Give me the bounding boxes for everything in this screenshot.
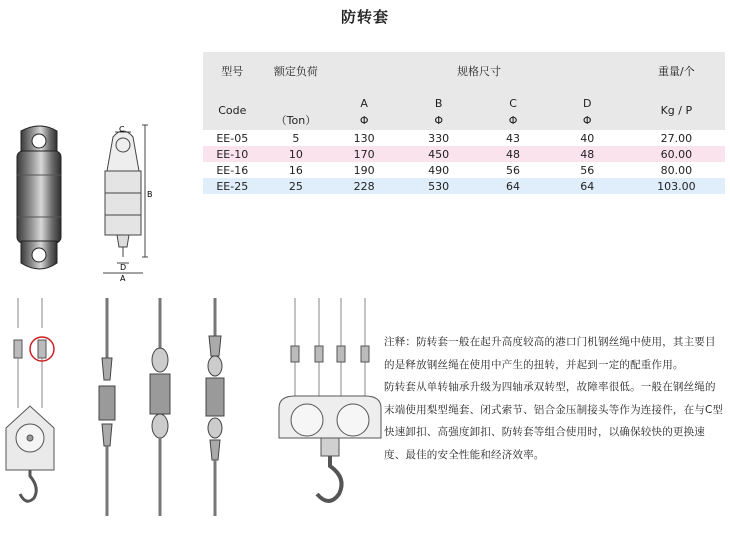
header-weight-unit: Kg / P (628, 90, 725, 130)
cell-kg: 80.00 (660, 163, 693, 177)
header-code: Code (203, 90, 262, 130)
table-header-row-1 (203, 52, 725, 90)
note-text (384, 331, 724, 466)
header-spec: 规格尺寸 (330, 52, 627, 90)
header-phi-c: Φ (479, 110, 547, 130)
dim-label-b: B (147, 190, 153, 199)
dimension-drawing (95, 123, 160, 283)
rope-assembly-illustration (198, 298, 233, 518)
rope-assembly-illustration (143, 298, 178, 518)
cell-c: 48 (479, 146, 547, 162)
table-row (203, 162, 725, 178)
table-header-row-2 (203, 90, 725, 110)
cell-ton: 16 (288, 163, 303, 177)
cell-code: EE-25 (203, 178, 262, 194)
cell-kg: 60.00 (628, 146, 725, 162)
cell-ton: 5 (292, 131, 300, 145)
dim-label-d: D (120, 263, 127, 272)
table-row (203, 146, 725, 162)
header-col-b: B (398, 90, 479, 110)
cell-b: 530 (398, 178, 479, 194)
cell-code: EE-10 (203, 146, 262, 162)
sheave-block-illustration (0, 298, 65, 513)
note-paragraph-2: 防转套从单转轴承升级为四轴承双转型，故障率很低。一般在钢丝绳的末端使用梨型绳套、闭式索节、铝合金压制接头等作为连接件，在与C型快速卸扣、高强度卸扣、防转套等组合使用时，以确保较快的更换速度、最佳的安全性能和经济效率。 (384, 381, 724, 461)
cell-c: 56 (506, 163, 521, 177)
cell-kg: 27.00 (660, 131, 693, 145)
cell-a: 170 (330, 146, 398, 162)
spec-table (203, 52, 725, 194)
page-title: 防转套 (340, 8, 389, 26)
cell-a: 130 (353, 131, 375, 145)
header-col-d: D (547, 90, 628, 110)
cell-d: 56 (580, 163, 595, 177)
cell-kg: 103.00 (628, 178, 725, 194)
cell-d: 40 (580, 131, 595, 145)
cell-ton: 25 (262, 178, 331, 194)
cell-c: 64 (479, 178, 547, 194)
cell-ton: 10 (262, 146, 331, 162)
header-weight: 重量/个 (628, 52, 725, 90)
header-phi-b: Φ (398, 110, 479, 130)
hook-block-illustration (275, 298, 385, 513)
cell-b: 490 (428, 163, 450, 177)
header-phi-d: Φ (547, 110, 628, 130)
rope-assembly-illustration (90, 298, 125, 518)
table-row (203, 178, 725, 194)
cell-code: EE-05 (216, 131, 249, 145)
note-paragraph-1: 注释：防转套一般在起升高度较高的港口门机钢丝绳中使用，其主要目的是释放钢丝绳在使用中产生的扭转，并起到一定的配重作用。 (384, 336, 716, 371)
header-col-c: C (479, 90, 547, 110)
header-load: 额定负荷 (262, 52, 331, 90)
swivel-product-photo (5, 125, 75, 275)
cell-d: 48 (547, 146, 628, 162)
dim-label-c: C (119, 125, 125, 134)
header-model: 型号 (203, 52, 262, 90)
header-phi-a: Φ (330, 110, 398, 130)
cell-a: 228 (330, 178, 398, 194)
dim-label-a: A (120, 274, 126, 283)
cell-a: 190 (353, 163, 375, 177)
table-row (203, 130, 725, 146)
cell-b: 450 (398, 146, 479, 162)
cell-c: 43 (506, 131, 521, 145)
header-ton: （Ton） (262, 90, 331, 130)
cell-d: 64 (547, 178, 628, 194)
cell-b: 330 (428, 131, 450, 145)
cell-code: EE-16 (216, 163, 249, 177)
header-col-a: A (330, 90, 398, 110)
